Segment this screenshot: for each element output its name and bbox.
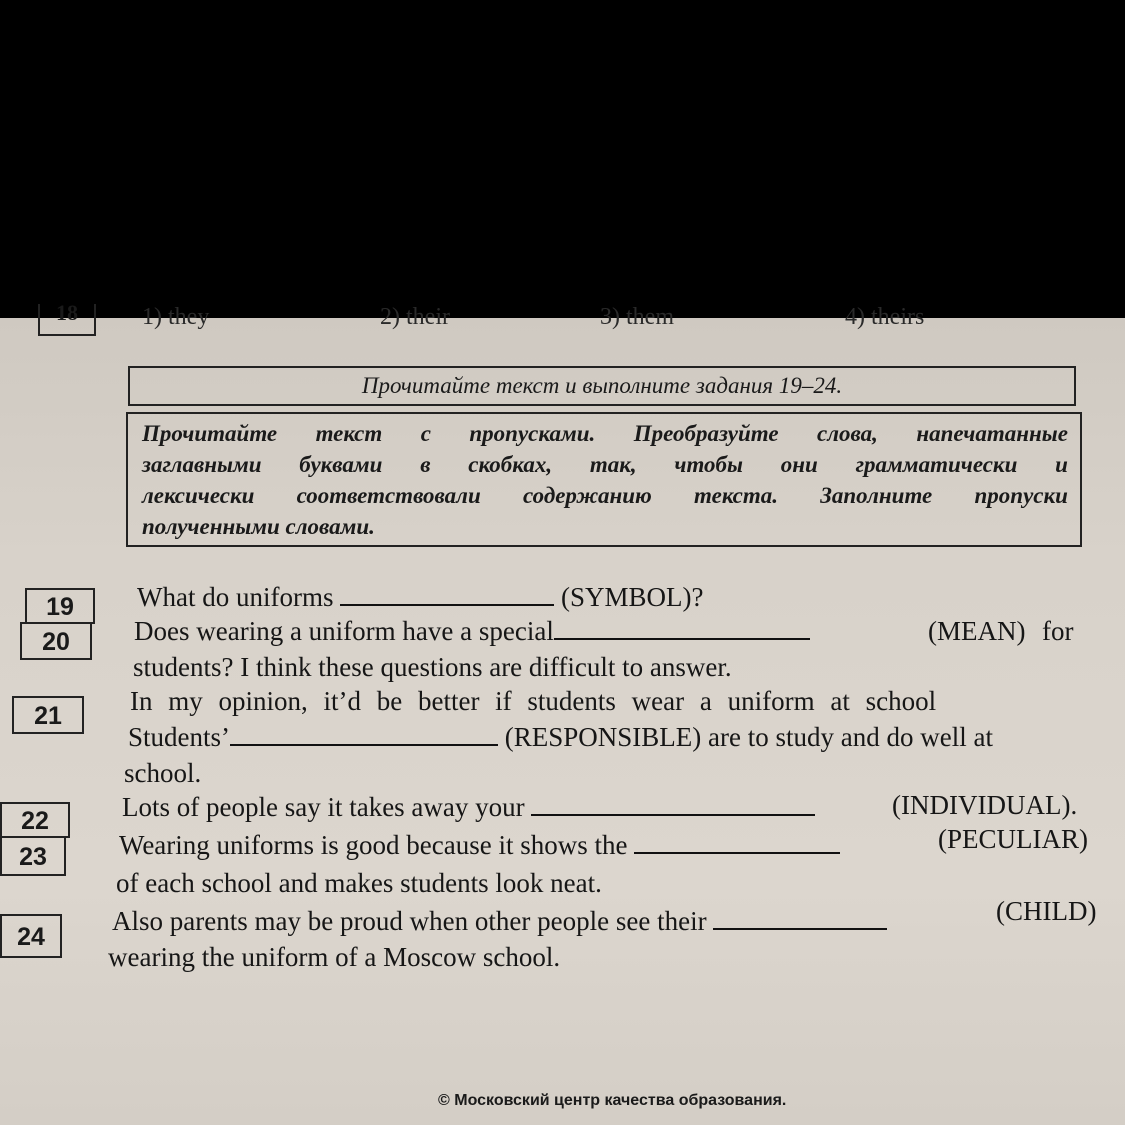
word: заглавными (142, 452, 262, 477)
option-3: 3) them (600, 304, 674, 330)
word: Прочитайте (142, 421, 278, 446)
word: Заполните (820, 483, 933, 508)
answer-blank-20[interactable] (554, 616, 810, 640)
word: пропуски (974, 483, 1068, 508)
task-number-19: 19 (25, 588, 95, 624)
word: они (780, 452, 818, 477)
task-20-continuation: students? I think these questions are difficult to answer. (133, 652, 732, 682)
word: слова, (817, 421, 878, 446)
instruction-line-3 (142, 480, 1068, 511)
worksheet-page (0, 300, 1125, 1125)
task-19-keyword: (SYMBOL)? (560, 582, 704, 612)
task-20-text: Does wearing a uniform have a special (134, 616, 554, 646)
instruction-line-4 (142, 511, 1068, 542)
task-23-line (119, 830, 840, 861)
word: лексически (142, 483, 255, 508)
answer-blank-19[interactable] (340, 582, 554, 606)
option-1: 1) they (142, 304, 210, 330)
task-19-line (137, 582, 703, 613)
task-number-23: 23 (0, 836, 66, 876)
task-21-line-2 (128, 722, 993, 753)
answer-blank-23[interactable] (634, 830, 840, 854)
task-24-keyword: (CHILD) (996, 896, 1097, 926)
answer-blank-24[interactable] (713, 906, 887, 930)
task-24-line (112, 906, 887, 937)
word: грамматически (855, 452, 1018, 477)
task-21-after: are to study and do well at (708, 722, 993, 752)
word: с (420, 421, 431, 446)
word: напечатанные (916, 421, 1068, 446)
word: скобках, (468, 452, 553, 477)
word: текст (315, 421, 383, 446)
copyright: © Московский центр качества образования. (438, 1092, 787, 1109)
instruction-line-1 (142, 418, 1068, 449)
option-2: 2) their (380, 304, 450, 330)
section-title: Прочитайте текст и выполните задания 19–24. (361, 373, 843, 398)
task-19-text: What do uniforms (137, 582, 334, 612)
answer-blank-21[interactable] (230, 722, 498, 746)
task-22-line (122, 792, 815, 823)
task-number-20: 20 (20, 622, 92, 660)
word: и (1055, 452, 1068, 477)
word: текста. (694, 483, 778, 508)
section-title-box (128, 366, 1076, 406)
task-21-line-1: In my opinion, it’d be better if students wear a uniform at school (130, 686, 937, 716)
task-number-21: 21 (12, 696, 84, 734)
task-23-continuation: of each school and makes students look neat. (116, 868, 602, 898)
word: содержанию (522, 483, 652, 508)
task-24-continuation: wearing the uniform of a Moscow school. (108, 942, 561, 972)
task-21-text: Students’ (128, 722, 231, 752)
answer-blank-22[interactable] (531, 792, 815, 816)
task-20-line (134, 616, 810, 647)
word: так, (589, 452, 637, 477)
word: полученными словами. (142, 514, 375, 539)
word: буквами (299, 452, 383, 477)
task-23-text: Wearing uniforms is good because it shows the (119, 830, 628, 860)
task-number-18: 18 (38, 304, 96, 336)
option-4: 4) theirs (845, 304, 925, 330)
word: в (420, 452, 431, 477)
task-21-keyword: (RESPONSIBLE) (504, 722, 702, 752)
word: чтобы (674, 452, 743, 477)
task-22-keyword: (INDIVIDUAL). (892, 790, 1078, 820)
instructions-box (126, 412, 1082, 547)
task-number-22: 22 (0, 802, 70, 838)
word: пропусками. (469, 421, 596, 446)
task-21-continuation: school. (124, 758, 202, 788)
task-20-keyword: (MEAN) (928, 616, 1026, 646)
instruction-line-2 (142, 449, 1068, 480)
task-24-text: Also parents may be proud when other people see their (112, 906, 707, 936)
task-23-keyword: (PECULIAR) (938, 824, 1088, 854)
task-20-after: for (1042, 616, 1074, 646)
word: Преобразуйте (633, 421, 779, 446)
task-number-24: 24 (0, 914, 62, 958)
task-22-text: Lots of people say it takes away your (122, 792, 525, 822)
word: соответствовали (296, 483, 481, 508)
